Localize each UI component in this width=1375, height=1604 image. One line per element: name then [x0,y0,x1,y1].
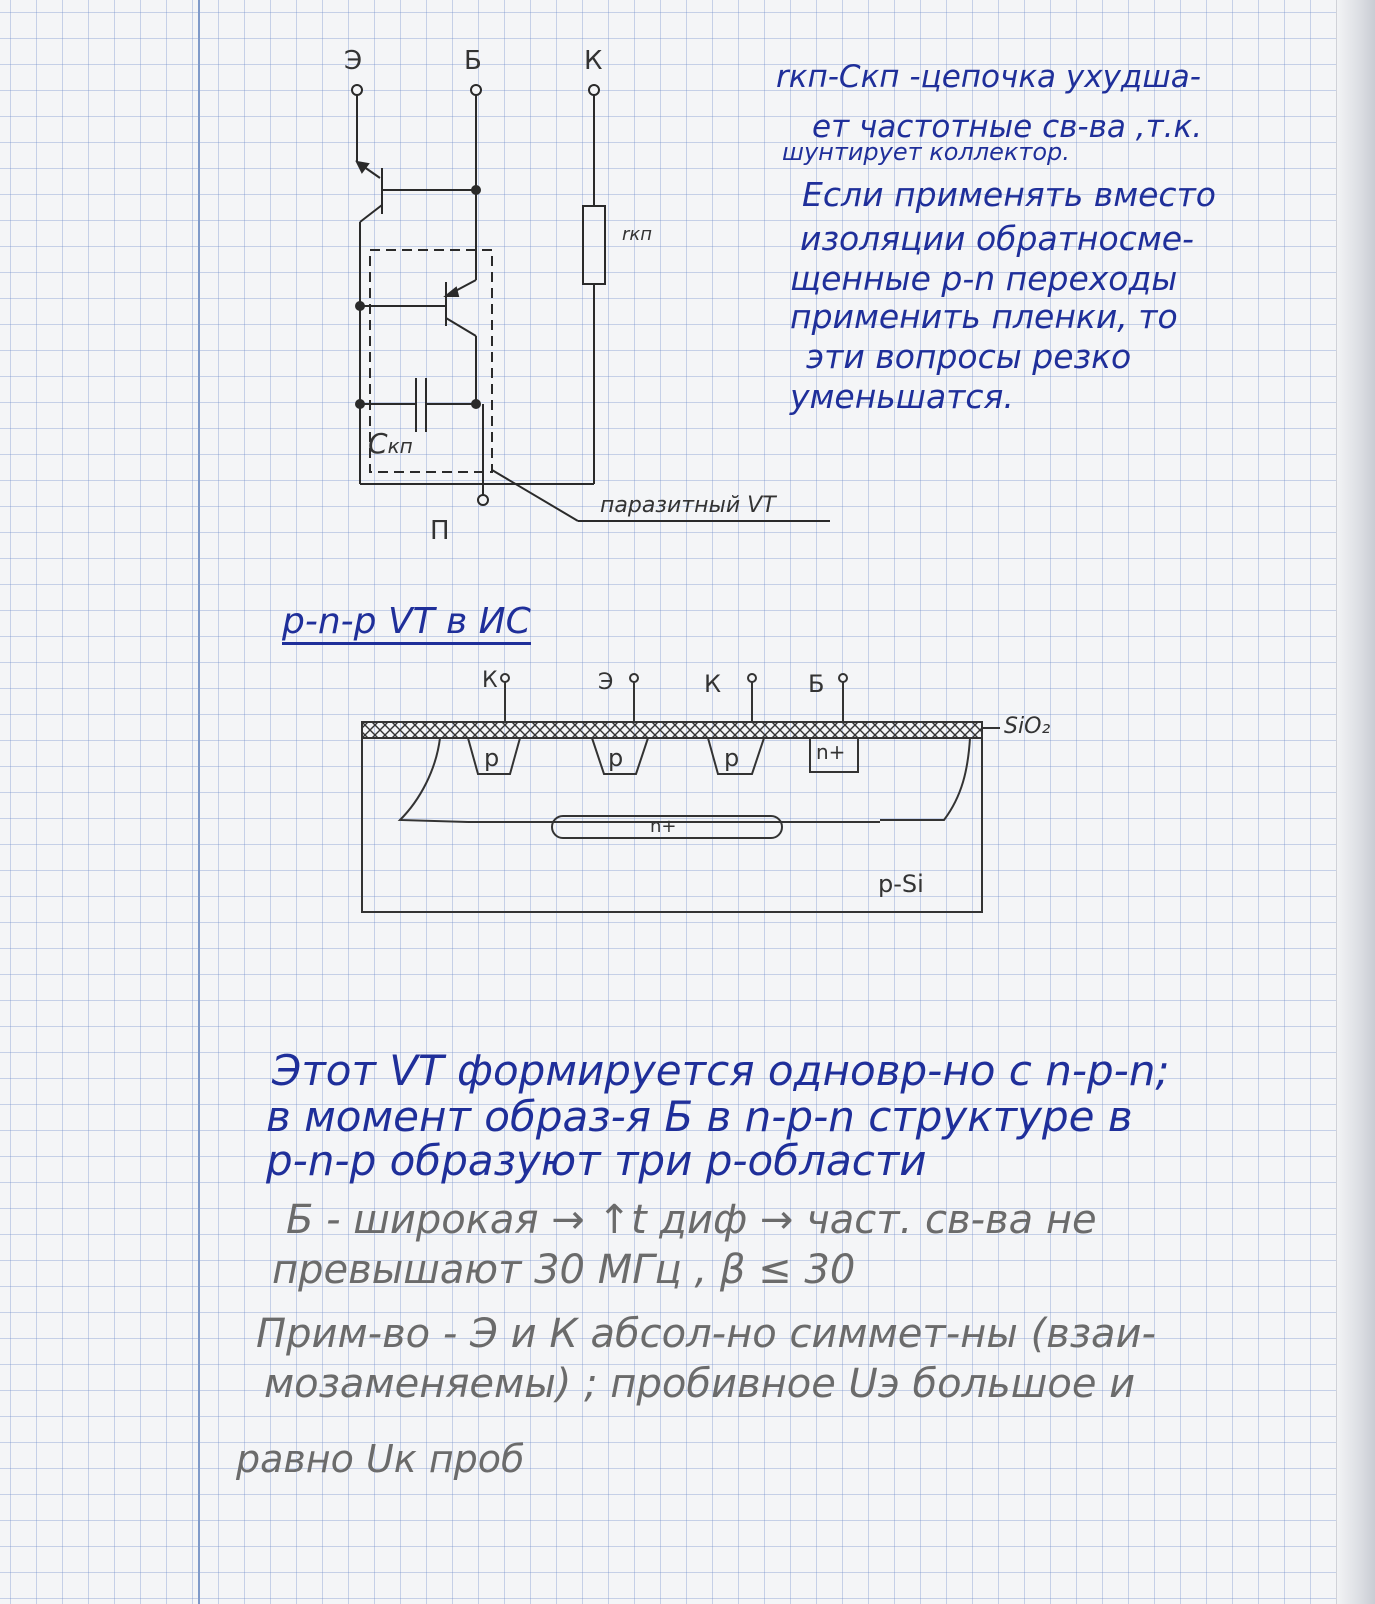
note-line-1: rкп-Cкп -цепочка ухудша- [776,59,1201,95]
capacitor-label-main: C [368,427,388,460]
note-line-2: ет частотные св-ва ,т.к. [812,109,1203,145]
body-line-1: Этот VT формируется одновр-но с n-p-n; [272,1046,1170,1095]
emitter-label: Э [344,46,363,76]
base-label: Б [464,46,482,76]
substrate-label: П [430,516,450,546]
note-line-9: уменьшатся. [790,377,1014,416]
section-title: p-n-p VT в ИС [282,604,531,645]
cs-collector-2-label: К [704,670,722,698]
pencil-line-3: Прим-во - Э и К абсол-но симмет-ны (взаи- [256,1311,1156,1357]
n-plus-contact-label: n+ [816,740,846,764]
note-line-7: применить пленки, то [790,297,1178,336]
capacitor-label-sub: кп [387,434,413,458]
collector-label: К [584,46,603,76]
p-region-2-label: p [608,744,624,772]
buried-layer-label: n+ [650,816,677,837]
note-line-6: щенные p-n переходы [790,259,1178,298]
cs-base-label: Б [808,670,825,698]
pencil-line-4: мозаменяемы) ; пробивное Uэ большое и [264,1361,1136,1407]
parasitic-label: паразитный VT [600,493,776,518]
note-line-3: шунтирует коллектор. [782,138,1070,166]
isolation-wall-right [880,738,970,820]
oxide-label: SiO₂ [1004,714,1051,739]
note-line-4: Если применять вместо [802,175,1216,214]
pencil-line-2: превышают 30 МГц , β ≤ 30 [272,1247,856,1293]
oxide-layer [362,722,982,738]
isolation-wall-left [400,738,468,822]
cs-collector-1-label: К [482,668,498,693]
pencil-line-1: Б - широкая → ↑t диф → част. св-ва не [286,1197,1097,1243]
substrate-si-label: p-Si [878,870,924,898]
p-region-3-label: p [724,744,740,772]
note-line-8: эти вопросы резко [806,337,1132,376]
resistor-label: rкп [622,224,653,245]
pencil-line-5: равно Uк проб [236,1437,525,1481]
cs-emitter-label: Э [598,670,614,695]
note-line-5: изоляции обратносме- [800,219,1194,258]
body-line-3: p-n-p образуют три p-области [266,1136,927,1185]
p-region-1-label: p [484,744,500,772]
body-line-2: в момент образ-я Б в n-p-n структуре в [266,1092,1133,1141]
